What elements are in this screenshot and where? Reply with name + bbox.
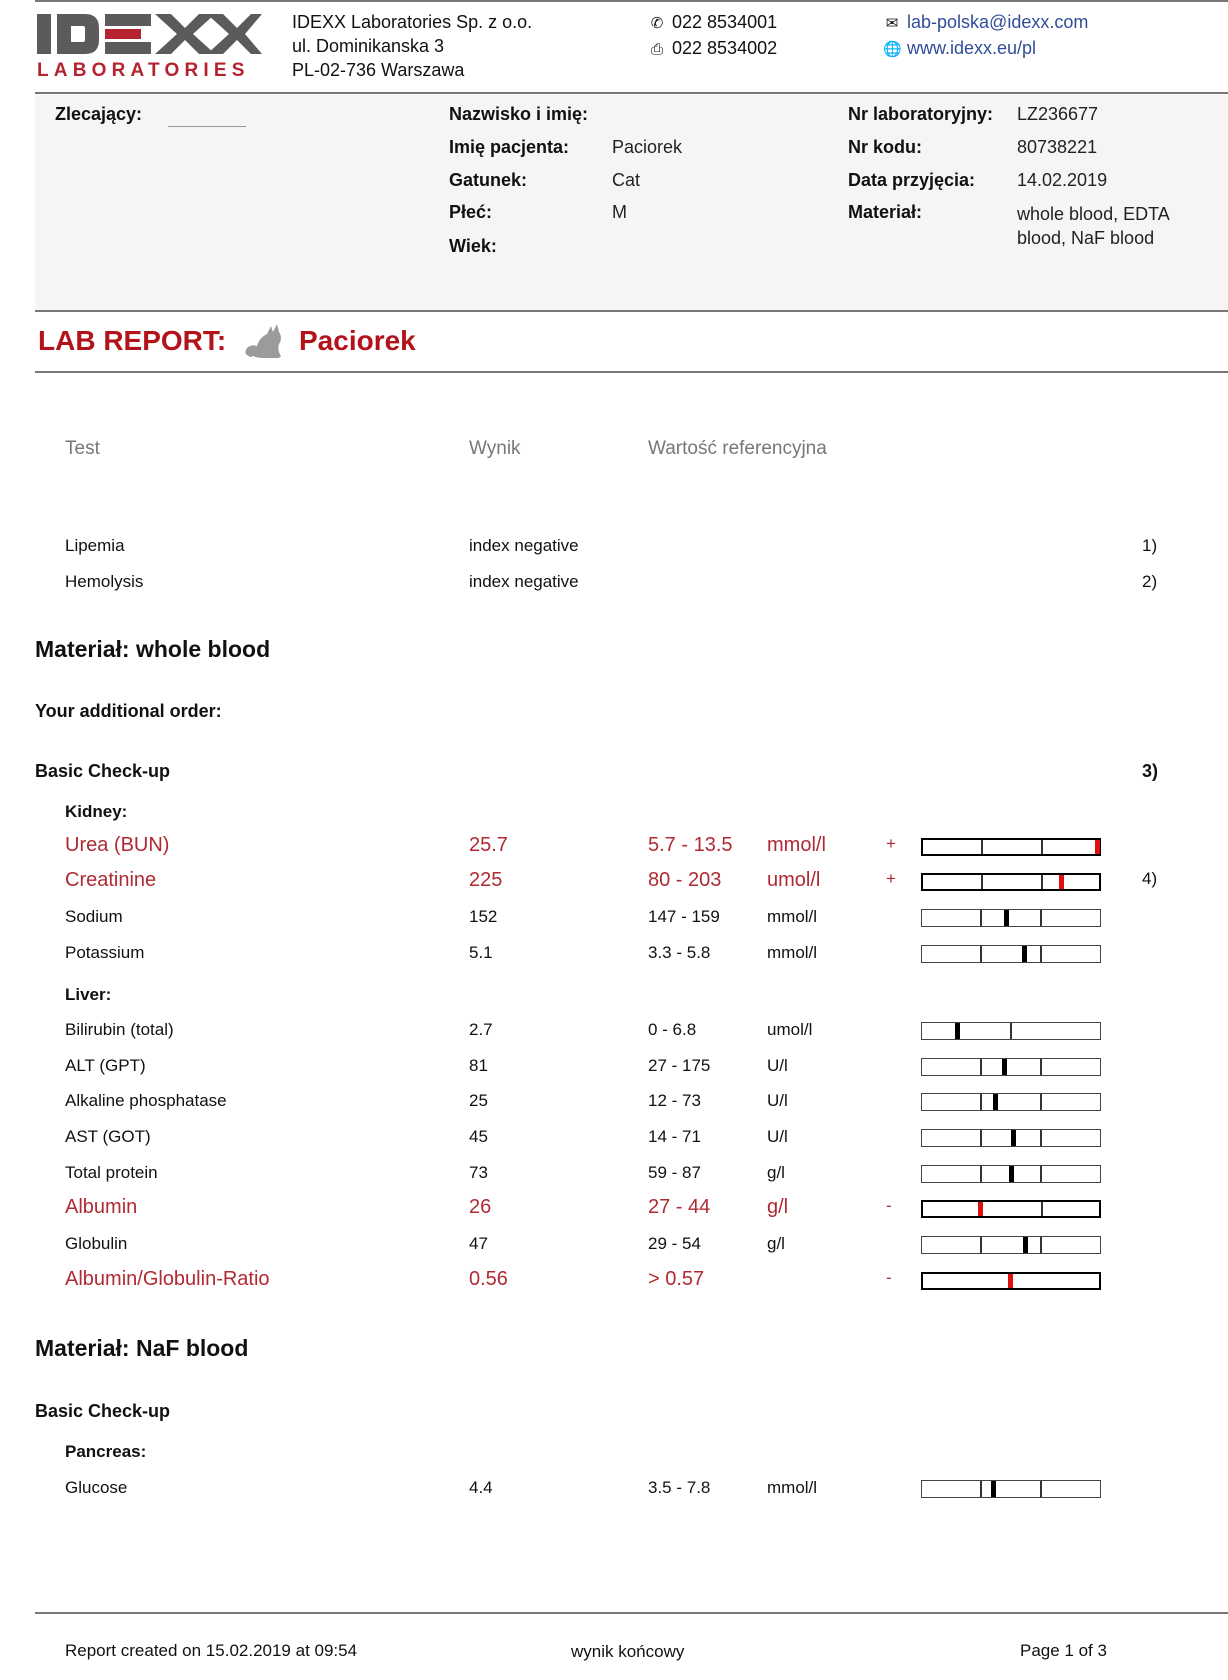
- range-bar-divider: [1040, 1237, 1042, 1253]
- material-value-line-1: whole blood, EDTA: [1017, 204, 1170, 224]
- result-value: 81: [469, 1056, 488, 1075]
- imie-label: Imię pacjenta:: [449, 137, 570, 157]
- range-bar-divider: [1041, 840, 1043, 854]
- contact-phones: [648, 10, 777, 62]
- result-unit: mmol/l: [767, 834, 826, 856]
- result-reference-range: 147 - 159: [648, 907, 720, 926]
- result-value: 5.1: [469, 943, 493, 962]
- result-test-name: Alkaline phosphatase: [65, 1091, 227, 1110]
- company-street: ul. Dominikanska 3: [292, 36, 445, 56]
- reference-range-bar: [921, 1272, 1101, 1290]
- group-pancreas: Pancreas:: [65, 1442, 147, 1461]
- reference-range-bar: [921, 1093, 1101, 1111]
- idexx-logo: [37, 12, 262, 56]
- result-value: 73: [469, 1163, 488, 1182]
- reference-range-bar: [921, 909, 1101, 927]
- result-reference-range: 29 - 54: [648, 1234, 701, 1253]
- nr-lab-label: Nr laboratoryjny:: [848, 104, 994, 124]
- range-bar-divider: [1041, 1202, 1043, 1216]
- range-bar-divider: [1040, 910, 1042, 926]
- header-test: Test: [65, 438, 100, 459]
- basic-checkup-heading: Basic Check-up: [35, 761, 171, 781]
- email-link[interactable]: lab-polska@idexx.com: [907, 12, 1089, 32]
- result-note: 4): [1142, 869, 1158, 888]
- section-naf-blood: Materiał: NaF blood: [35, 1335, 249, 1361]
- reference-range-bar: [921, 1200, 1101, 1218]
- range-bar-divider: [980, 1130, 982, 1146]
- logo-laboratories: LABORATORIES: [37, 60, 250, 81]
- result-value: 225: [469, 869, 503, 891]
- result-position-marker: [991, 1481, 996, 1497]
- result-unit: g/l: [767, 1196, 789, 1218]
- hemolysis-test: Hemolysis: [65, 572, 144, 591]
- result-test-name: Potassium: [65, 943, 145, 962]
- result-unit: mmol/l: [767, 1478, 818, 1497]
- report-title: LAB REPORT:: [38, 325, 227, 356]
- nazwisko-label: Nazwisko i imię:: [449, 104, 589, 124]
- gatunek-label: Gatunek:: [449, 170, 528, 190]
- nr-lab-value: LZ236677: [1017, 104, 1099, 124]
- range-bar-divider: [1041, 875, 1043, 889]
- result-test-name: Urea (BUN): [65, 834, 170, 856]
- title-rule: [35, 371, 1228, 373]
- result-reference-range: 80 - 203: [648, 869, 722, 891]
- hemolysis-note: 2): [1142, 572, 1158, 591]
- basic-checkup-heading-2: Basic Check-up: [35, 1401, 171, 1421]
- result-value: 26: [469, 1196, 492, 1218]
- phone-line: [648, 10, 777, 36]
- result-flag: +: [886, 834, 896, 853]
- footer-status: wynik końcowy: [571, 1642, 685, 1661]
- result-value: 0.56: [469, 1268, 508, 1290]
- result-test-name: Albumin/Globulin-Ratio: [65, 1268, 270, 1290]
- reference-range-bar: [921, 1480, 1101, 1498]
- company-address: [292, 10, 532, 82]
- result-reference-range: 3.3 - 5.8: [648, 943, 711, 962]
- result-position-marker: [955, 1023, 960, 1039]
- phone-icon: ✆: [650, 15, 664, 32]
- company-city: PL-02-736 Warszawa: [292, 60, 465, 80]
- result-test-name: Creatinine: [65, 869, 157, 891]
- material-value-line-2: blood, NaF blood: [1017, 228, 1155, 248]
- web-line: [883, 36, 1088, 62]
- range-bar-divider: [981, 840, 983, 854]
- group-liver: Liver:: [65, 985, 112, 1004]
- range-bar-divider: [981, 875, 983, 889]
- result-position-marker: [993, 1094, 998, 1110]
- result-reference-range: 14 - 71: [648, 1127, 701, 1146]
- footer-created: Report created on 15.02.2019 at 09:54: [65, 1641, 358, 1660]
- reference-range-bar: [921, 1236, 1101, 1254]
- result-test-name: ALT (GPT): [65, 1056, 146, 1075]
- range-bar-divider: [980, 1059, 982, 1075]
- section-whole-blood: Materiał: whole blood: [35, 636, 271, 662]
- reference-range-bar: [921, 1022, 1101, 1040]
- result-test-name: AST (GOT): [65, 1127, 151, 1146]
- basic-checkup-note: 3): [1142, 761, 1159, 781]
- zlecajacy-redacted: [168, 126, 246, 127]
- fax-icon: ⎙: [650, 41, 663, 58]
- result-position-marker: [1008, 1274, 1013, 1288]
- result-reference-range: 12 - 73: [648, 1091, 701, 1110]
- result-unit: U/l: [767, 1091, 788, 1110]
- result-value: 45: [469, 1127, 488, 1146]
- result-value: 2.7: [469, 1020, 493, 1039]
- result-test-name: Sodium: [65, 907, 123, 926]
- result-reference-range: 27 - 175: [648, 1056, 711, 1075]
- reference-range-bar: [921, 1165, 1101, 1183]
- result-reference-range: 3.5 - 7.8: [648, 1478, 711, 1497]
- nr-kodu-value: 80738221: [1017, 137, 1098, 157]
- result-test-name: Globulin: [65, 1234, 128, 1253]
- result-unit: mmol/l: [767, 907, 818, 926]
- header-rule: [35, 92, 1228, 94]
- result-position-marker: [1059, 875, 1064, 889]
- range-bar-divider: [980, 1237, 982, 1253]
- globe-icon: 🌐: [883, 41, 902, 58]
- phone-number: 022 8534001: [672, 12, 778, 32]
- contact-links: [883, 10, 1088, 62]
- fax-number: 022 8534002: [672, 38, 778, 58]
- range-bar-divider: [1040, 1130, 1042, 1146]
- patient-rule: [35, 310, 1228, 312]
- result-reference-range: 59 - 87: [648, 1163, 701, 1182]
- result-position-marker: [1095, 840, 1100, 854]
- result-flag: -: [886, 1268, 892, 1287]
- result-unit: U/l: [767, 1127, 788, 1146]
- result-value: 4.4: [469, 1478, 493, 1497]
- header-result: Wynik: [469, 438, 521, 459]
- result-position-marker: [1002, 1059, 1007, 1075]
- email-line: [883, 10, 1088, 36]
- result-unit: mmol/l: [767, 943, 818, 962]
- result-unit: g/l: [767, 1234, 785, 1253]
- result-reference-range: 27 - 44: [648, 1196, 711, 1218]
- material-value: [1017, 202, 1170, 250]
- result-unit: umol/l: [767, 1020, 813, 1039]
- fax-line: [648, 36, 777, 62]
- imie-value: Paciorek: [612, 137, 683, 157]
- result-value: 25: [469, 1091, 488, 1110]
- range-bar-divider: [980, 910, 982, 926]
- cat-icon: [243, 320, 287, 360]
- plec-value: M: [612, 202, 627, 222]
- result-test-name: Total protein: [65, 1163, 158, 1182]
- result-unit: U/l: [767, 1056, 788, 1075]
- wiek-label: Wiek:: [449, 236, 497, 256]
- result-position-marker: [1004, 910, 1009, 926]
- lipemia-result: index negative: [469, 536, 579, 555]
- result-position-marker: [1022, 946, 1027, 962]
- result-unit: g/l: [767, 1163, 785, 1182]
- range-bar-divider: [1040, 1481, 1042, 1497]
- result-test-name: Bilirubin (total): [65, 1020, 174, 1039]
- envelope-icon: ✉: [885, 15, 899, 32]
- result-value: 25.7: [469, 834, 508, 856]
- footer-page: Page 1 of 3: [1020, 1641, 1107, 1660]
- reference-range-bar: [921, 1129, 1101, 1147]
- result-test-name: Albumin: [65, 1196, 138, 1218]
- result-position-marker: [1011, 1130, 1016, 1146]
- reference-range-bar: [921, 945, 1101, 963]
- result-test-name: Glucose: [65, 1478, 128, 1497]
- range-bar-divider: [980, 1481, 982, 1497]
- result-reference-range: 5.7 - 13.5: [648, 834, 733, 856]
- plec-label: Płeć:: [449, 202, 493, 222]
- data-przyjecia-value: 14.02.2019: [1017, 170, 1108, 190]
- hemolysis-result: index negative: [469, 572, 579, 591]
- website-link[interactable]: www.idexx.eu/pl: [907, 38, 1037, 58]
- result-flag: -: [886, 1196, 892, 1215]
- range-bar-divider: [1040, 1059, 1042, 1075]
- result-reference-range: 0 - 6.8: [648, 1020, 697, 1039]
- footer-rule: [35, 1612, 1228, 1614]
- data-przyjecia-label: Data przyjęcia:: [848, 170, 976, 190]
- range-bar-divider: [1010, 1023, 1012, 1039]
- company-name: IDEXX Laboratories Sp. z o.o.: [292, 12, 533, 32]
- result-position-marker: [1023, 1237, 1028, 1253]
- lipemia-note: 1): [1142, 536, 1158, 555]
- result-value: 47: [469, 1234, 488, 1253]
- reference-range-bar: [921, 1058, 1101, 1076]
- result-position-marker: [1009, 1166, 1014, 1182]
- range-bar-divider: [980, 1166, 982, 1182]
- range-bar-divider: [1040, 1094, 1042, 1110]
- reference-range-bar: [921, 838, 1101, 856]
- lipemia-test: Lipemia: [65, 536, 125, 555]
- group-kidney: Kidney:: [65, 802, 128, 821]
- header-reference: Wartość referencyjna: [648, 438, 827, 459]
- material-label: Materiał:: [848, 202, 923, 222]
- range-bar-divider: [1040, 1166, 1042, 1182]
- report-patient-name: Paciorek: [299, 325, 416, 356]
- reference-range-bar: [921, 873, 1101, 891]
- range-bar-divider: [980, 946, 982, 962]
- nr-kodu-label: Nr kodu:: [848, 137, 922, 157]
- top-rule: [35, 0, 1228, 2]
- range-bar-divider: [980, 1094, 982, 1110]
- gatunek-value: Cat: [612, 170, 641, 190]
- result-flag: +: [886, 869, 896, 888]
- result-value: 152: [469, 907, 498, 926]
- additional-order-label: Your additional order:: [35, 701, 222, 721]
- zlecajacy-label: Zlecający:: [55, 104, 143, 124]
- result-position-marker: [978, 1202, 983, 1216]
- result-unit: umol/l: [767, 869, 821, 891]
- result-reference-range: > 0.57: [648, 1268, 705, 1290]
- range-bar-divider: [1040, 946, 1042, 962]
